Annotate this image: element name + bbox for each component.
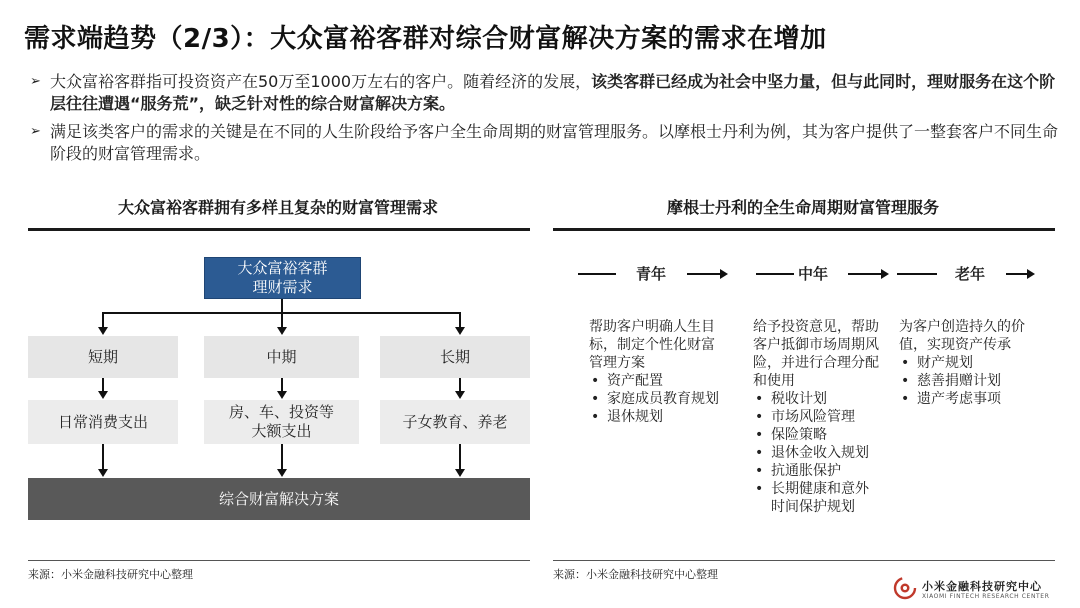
need-solution-line (102, 444, 104, 470)
old-age-column (899, 318, 1041, 408)
root-connector (281, 299, 283, 313)
arrow-down-icon (455, 469, 465, 477)
list-item: • 家庭成员教育规划 (589, 390, 721, 408)
arrow-down-icon (455, 391, 465, 399)
left-footer-rule (28, 560, 530, 561)
bullet-1-plain: 大众富裕客群指可投资资产在50万至1000万左右的客户。随着经济的发展， (50, 72, 592, 91)
bullet-1-text (50, 71, 1070, 115)
arrow-down-icon (277, 469, 287, 477)
old-age-intro: 为客户创造持久的价值，实现资产传承 (899, 319, 1025, 353)
timeline-dash (897, 273, 937, 275)
youth-column (589, 318, 721, 426)
middle-age-column (753, 318, 881, 516)
list-item: • 退休金收入规划 (753, 444, 881, 462)
bullet-2-text: 满足该类客户的需求的关键是在不同的人生阶段给予客户全生命周期的财富管理服务。以摩根士丹利为例，其为客户提供了一整套客户不同生命阶段的财富管理需求。 (50, 122, 1059, 163)
logo-name-cn: 小米金融科技研究中心 (922, 580, 1042, 593)
timeline-arrow-line (1006, 273, 1028, 275)
timeline-arrow-line (848, 273, 882, 275)
branch-line-mid (281, 312, 283, 328)
branch-line-short (102, 312, 104, 328)
stage-youth: 青年 (636, 265, 667, 283)
logo-name-en: XIAOMI FINTECH RESEARCH CENTER (922, 593, 1050, 600)
left-panel-heading: 大众富裕客群拥有多样且复杂的财富管理需求 (117, 198, 438, 217)
list-item: • 长期健康和意外时间保护规划 (753, 480, 881, 516)
term-short-box: 短期 (28, 336, 178, 378)
term-need-line (102, 378, 104, 392)
research-center-logo-icon (893, 576, 917, 600)
arrow-down-icon (98, 391, 108, 399)
term-need-line (459, 378, 461, 392)
need-solution-line (281, 444, 283, 470)
timeline-dash (756, 273, 794, 275)
arrow-right-icon (1027, 269, 1035, 279)
list-item: • 市场风险管理 (753, 408, 881, 426)
timeline-arrow-line (687, 273, 721, 275)
bullet-1-bold: 该类客群已经成为社会中坚力量，但与此同时，理财服务在这个阶层往往遭遇“服务荒”，缺乏针对性的综合财富解决方案。 (50, 72, 1056, 113)
root-needs-box: 大众富裕客群 理财需求 (204, 257, 361, 299)
need-mid-box: 房、车、投资等大额支出 (204, 400, 359, 444)
branch-line-long (459, 312, 461, 328)
term-long-box: 长期 (380, 336, 530, 378)
youth-intro: 帮助客户明确人生目标，制定个性化财富管理方案 (589, 319, 715, 371)
list-item: • 保险策略 (753, 426, 881, 444)
stage-middle-age: 中年 (798, 265, 829, 283)
list-item: • 遗产考虑事项 (899, 390, 1041, 408)
list-item: • 资产配置 (589, 372, 721, 390)
right-heading-rule (553, 228, 1055, 231)
left-heading-rule (28, 228, 530, 231)
arrow-right-icon (720, 269, 728, 279)
list-item: • 慈善捐赠计划 (899, 372, 1041, 390)
arrow-down-icon (277, 327, 287, 335)
list-item: • 税收计划 (753, 390, 881, 408)
need-long-box: 子女教育、养老 (380, 400, 530, 444)
right-panel-heading: 摩根士丹利的全生命周期财富管理服务 (666, 198, 939, 217)
arrow-down-icon (98, 469, 108, 477)
bullet-arrow-icon: ➢ (30, 124, 41, 139)
list-item: • 抗通胀保护 (753, 462, 881, 480)
list-item: • 退休规划 (589, 408, 721, 426)
arrow-right-icon (881, 269, 889, 279)
need-solution-line (459, 444, 461, 470)
arrow-down-icon (98, 327, 108, 335)
bullet-arrow-icon: ➢ (30, 74, 41, 89)
right-footer-rule (553, 560, 1055, 561)
timeline-dash (578, 273, 616, 275)
term-mid-box: 中期 (204, 336, 359, 378)
arrow-down-icon (277, 391, 287, 399)
left-source-note: 来源：小米金融科技研究中心整理 (28, 568, 193, 581)
term-need-line (281, 378, 283, 392)
right-source-note: 来源：小米金融科技研究中心整理 (553, 568, 718, 581)
arrow-down-icon (455, 327, 465, 335)
page-title: 需求端趋势（2/3）：大众富裕客群对综合财富解决方案的需求在增加 (24, 24, 827, 54)
need-short-box: 日常消费支出 (28, 400, 178, 444)
solution-box: 综合财富解决方案 (28, 478, 530, 520)
list-item: • 财产规划 (899, 354, 1041, 372)
stage-old-age: 老年 (955, 265, 986, 283)
middle-age-intro: 给予投资意见，帮助客户抵御市场周期风险，并进行合理分配和使用 (753, 319, 879, 389)
